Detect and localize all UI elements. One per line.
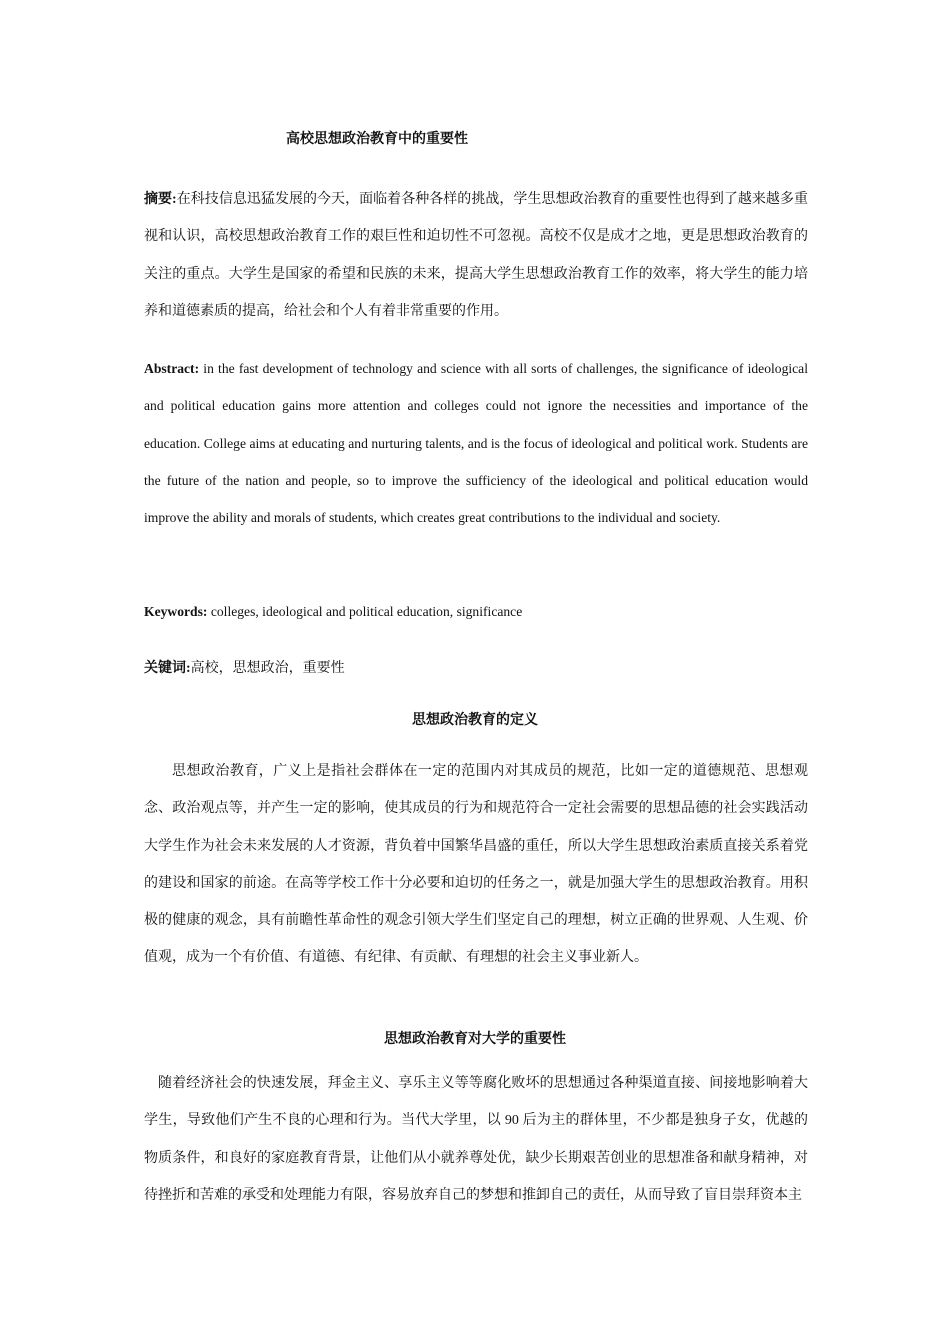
keywords-english	[144, 593, 808, 630]
keywords-chinese	[144, 650, 808, 687]
abstract-chinese	[144, 181, 808, 330]
keywords-english-text: colleges, ideological and political education, significance	[207, 604, 523, 619]
abstract-english-label: Abstract:	[144, 361, 200, 376]
section-body-importance: 随着经济社会的快速发展，拜金主义、享乐主义等等腐化败坏的思想通过各种渠道直接、间接地影响着大学生，导致他们产生不良的心理和行为。当代大学里，以 90 后为主的群体里，不少都是独身子女，优越的物质条件，和良好的家庭教育背景，让他们从小就养尊处优，缺少长期艰苦创业的思想准备和献身精神，对待挫折和苦难的承受和处理能力有限，容易放弃自己的梦想和推卸自己的责任，从而导致了盲目崇拜资本主	[144, 1076, 808, 1203]
keywords-chinese-label: 关键词:	[144, 661, 191, 676]
abstract-english	[144, 350, 808, 536]
abstract-english-text: in the fast development of technology and science with all sorts of challenges, the significance of ideological and political education gains more attention and colleges could not ignore the necessities and importance of the education. College aims at educating and nurturing talents, and is the focus of ideological and political work. Students are the future of the nation and people, so to improve the sufficiency of the ideological and political education would improve the ability and morals of students, which creates great contributions to the individual and society.	[144, 361, 808, 526]
section-heading-definition: 思想政治教育的定义	[412, 713, 538, 728]
document-title: 高校思想政治教育中的重要性	[286, 132, 468, 147]
abstract-chinese-text: 在科技信息迅猛发展的今天，面临着各种各样的挑战，学生思想政治教育的重要性也得到了越来越多重视和认识，高校思想政治教育工作的艰巨性和迫切性不可忽视。高校不仅是成才之地，更是思想政治教育的关注的重点。大学生是国家的希望和民族的未来，提高大学生思想政治教育工作的效率，将大学生的能力培养和道德素质的提高，给社会和个人有着非常重要的作用。	[144, 192, 808, 319]
keywords-chinese-text: 高校，思想政治，重要性	[190, 661, 345, 676]
keywords-english-label: Keywords:	[144, 604, 208, 619]
abstract-chinese-label: 摘要:	[144, 192, 177, 207]
section-body-definition: 思想政治教育，广义上是指社会群体在一定的范围内对其成员的规范，比如一定的道德规范、思想观念、政治观点等，并产生一定的影响，使其成员的行为和规范符合一定社会需要的思想品德的社会实践活动大学生作为社会未来发展的人才资源，背负着中国繁华昌盛的重任，所以大学生思想政治素质直接关系着党的建设和国家的前途。在高等学校工作十分必要和迫切的任务之一，就是加强大学生的思想政治教育。用积极的健康的观念，具有前瞻性革命性的观念引领大学生们坚定自己的理想，树立正确的世界观、人生观、价值观，成为一个有价值、有道德、有纪律、有贡献、有理想的社会主义事业新人。	[144, 764, 808, 966]
section-heading-importance: 思想政治教育对大学的重要性	[384, 1032, 566, 1047]
